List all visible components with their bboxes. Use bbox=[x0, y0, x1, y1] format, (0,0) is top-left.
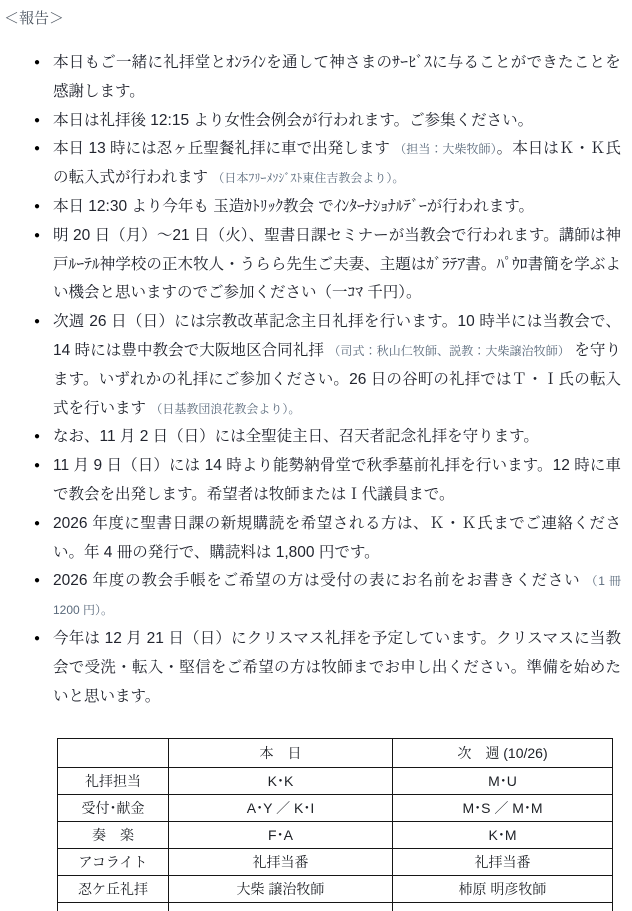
cell-today: 礼拝当番 bbox=[169, 849, 393, 876]
cell-today: F･A bbox=[169, 822, 393, 849]
row-label: 奏 楽 bbox=[58, 822, 169, 849]
table-row bbox=[58, 822, 613, 849]
report-note: （担当：大柴牧師） bbox=[394, 142, 497, 157]
list-item bbox=[34, 135, 621, 193]
list-item bbox=[34, 452, 621, 510]
bullet-icon: ● bbox=[34, 229, 41, 241]
header-next-week: 次 週 (10/26) bbox=[393, 739, 613, 768]
cell-next-week: K･M bbox=[393, 822, 613, 849]
page-title: ＜報告＞ bbox=[4, 10, 65, 27]
row-label: 受付･献金 bbox=[58, 795, 169, 822]
list-item bbox=[34, 193, 621, 222]
list-item bbox=[34, 308, 621, 423]
report-text: を守ります。いずれかの礼拝にご参加ください。26 日の谷町の礼拝ではＴ・Ｉ氏の転入式を行います bbox=[53, 341, 621, 417]
duty-table bbox=[57, 738, 613, 911]
table-row bbox=[58, 768, 613, 795]
report-text: 本日 13 時には忍ヶ丘聖餐礼拝に車で出発します bbox=[53, 140, 395, 158]
bullet-icon: ● bbox=[34, 517, 41, 529]
report-text: 本日もご一緒に礼拝堂とｵﾝﾗｲﾝを通して神さまのｻｰﾋﾞｽに与ることができたことを感謝します。 bbox=[53, 54, 621, 100]
cell-next-week: 柿原 明彦牧師 bbox=[393, 876, 613, 903]
table-header-row bbox=[58, 739, 613, 768]
list-item bbox=[34, 222, 621, 308]
table-row bbox=[58, 849, 613, 876]
bullet-icon: ● bbox=[34, 460, 41, 472]
report-text: 明 20 日（月）～21 日（火）、聖書日課セミナーが当教会で行われます。講師は神戸ﾙｰﾃﾙ神学校の正木牧人・うらら先生ご夫妻、主題はｶﾞﾗﾃｱ書。ﾊﾟｳﾛ書簡を学ぶよい機会と思いますのでご参加ください（一ｺﾏ 千円）。 bbox=[53, 226, 621, 302]
header-empty bbox=[58, 739, 169, 768]
bullet-icon: ● bbox=[34, 200, 41, 212]
row-label: 忍ケ丘礼拝 bbox=[58, 876, 169, 903]
bullet-icon: ● bbox=[34, 143, 41, 155]
report-note: （司式：秋山仁牧師、説教：大柴譲治牧師） bbox=[328, 343, 570, 358]
table-row bbox=[58, 876, 613, 903]
report-text: 今年は 12 月 21 日（日）にクリスマス礼拝を予定しています。クリスマスに当教会で受洗・転入・堅信をご希望の方は牧師までお申し出ください。準備を始めたいと思います。 bbox=[53, 629, 621, 705]
bullet-icon: ● bbox=[34, 316, 41, 328]
row-label: 礼拝担当 bbox=[58, 768, 169, 795]
report-note: （日本ﾌﾘｰﾒｿｼﾞｽﾄ東住吉教会より）。 bbox=[212, 171, 405, 186]
list-item bbox=[34, 510, 621, 568]
report-text: 本日は礼拝後 12:15 より女性会例会が行われます。ご参集ください。 bbox=[53, 111, 534, 129]
report-text: 11 月 9 日（日）には 14 時より能勢納骨堂で秋季墓前礼拝を行います。12 時に車で教会を出発します。希望者は牧師またはＩ代議員まで。 bbox=[53, 457, 621, 503]
report-note: （日基教団浪花教会より）。 bbox=[150, 401, 301, 416]
cell-next-week: 礼拝当番 bbox=[393, 849, 613, 876]
cell-today: K･K bbox=[169, 768, 393, 795]
cell-today: 大柴 譲治牧師 bbox=[169, 876, 393, 903]
list-item bbox=[34, 423, 621, 452]
cell-today: A･Y ／ K･I bbox=[169, 795, 393, 822]
bullet-icon: ● bbox=[34, 632, 41, 644]
bullet-icon: ● bbox=[34, 114, 41, 126]
cell-next-week: M･S ／ M･M bbox=[393, 795, 613, 822]
report-text: 2026 年度に聖書日課の新規購読を希望される方は、Ｋ・Ｋ氏までご連絡ください。年 4 冊の発行で、購読料は 1,800 円です。 bbox=[53, 514, 621, 561]
table-row bbox=[58, 795, 613, 822]
bullet-icon: ● bbox=[34, 431, 41, 443]
list-item bbox=[34, 625, 621, 711]
report-list bbox=[4, 49, 632, 711]
list-item bbox=[34, 49, 621, 107]
cell-next-week: M･U bbox=[393, 768, 613, 795]
report-text: 次週 26 日（日）には宗教改革記念主日礼拝を行います。10 時半には当教会で、14 時には豊中教会で大阪地区合同礼拝 bbox=[53, 313, 621, 359]
bullet-icon: ● bbox=[34, 57, 41, 68]
row-label: アコライト bbox=[58, 849, 169, 876]
report-text: 。本日はＫ・Ｋ氏の転入式が行われます bbox=[53, 140, 621, 187]
list-item bbox=[34, 107, 621, 136]
table-row-clipped bbox=[58, 903, 613, 911]
header-today: 本 日 bbox=[169, 739, 393, 768]
report-text: 2026 年度の教会手帳をご希望の方は受付の表にお名前をお書きください bbox=[53, 572, 586, 590]
list-item bbox=[34, 567, 621, 625]
report-text: 本日 12:30 より今年も 玉造ｶﾄﾘｯｸ教会 でｲﾝﾀｰﾅｼｮﾅﾙﾃﾞｰが行われます。 bbox=[53, 197, 535, 215]
bullet-icon: ● bbox=[34, 575, 41, 587]
report-text: なお、11 月 2 日（日）には全聖徒主日、召天者記念礼拝を守ります。 bbox=[53, 428, 539, 446]
report-note: （1 冊 1200 円）。 bbox=[53, 574, 621, 618]
